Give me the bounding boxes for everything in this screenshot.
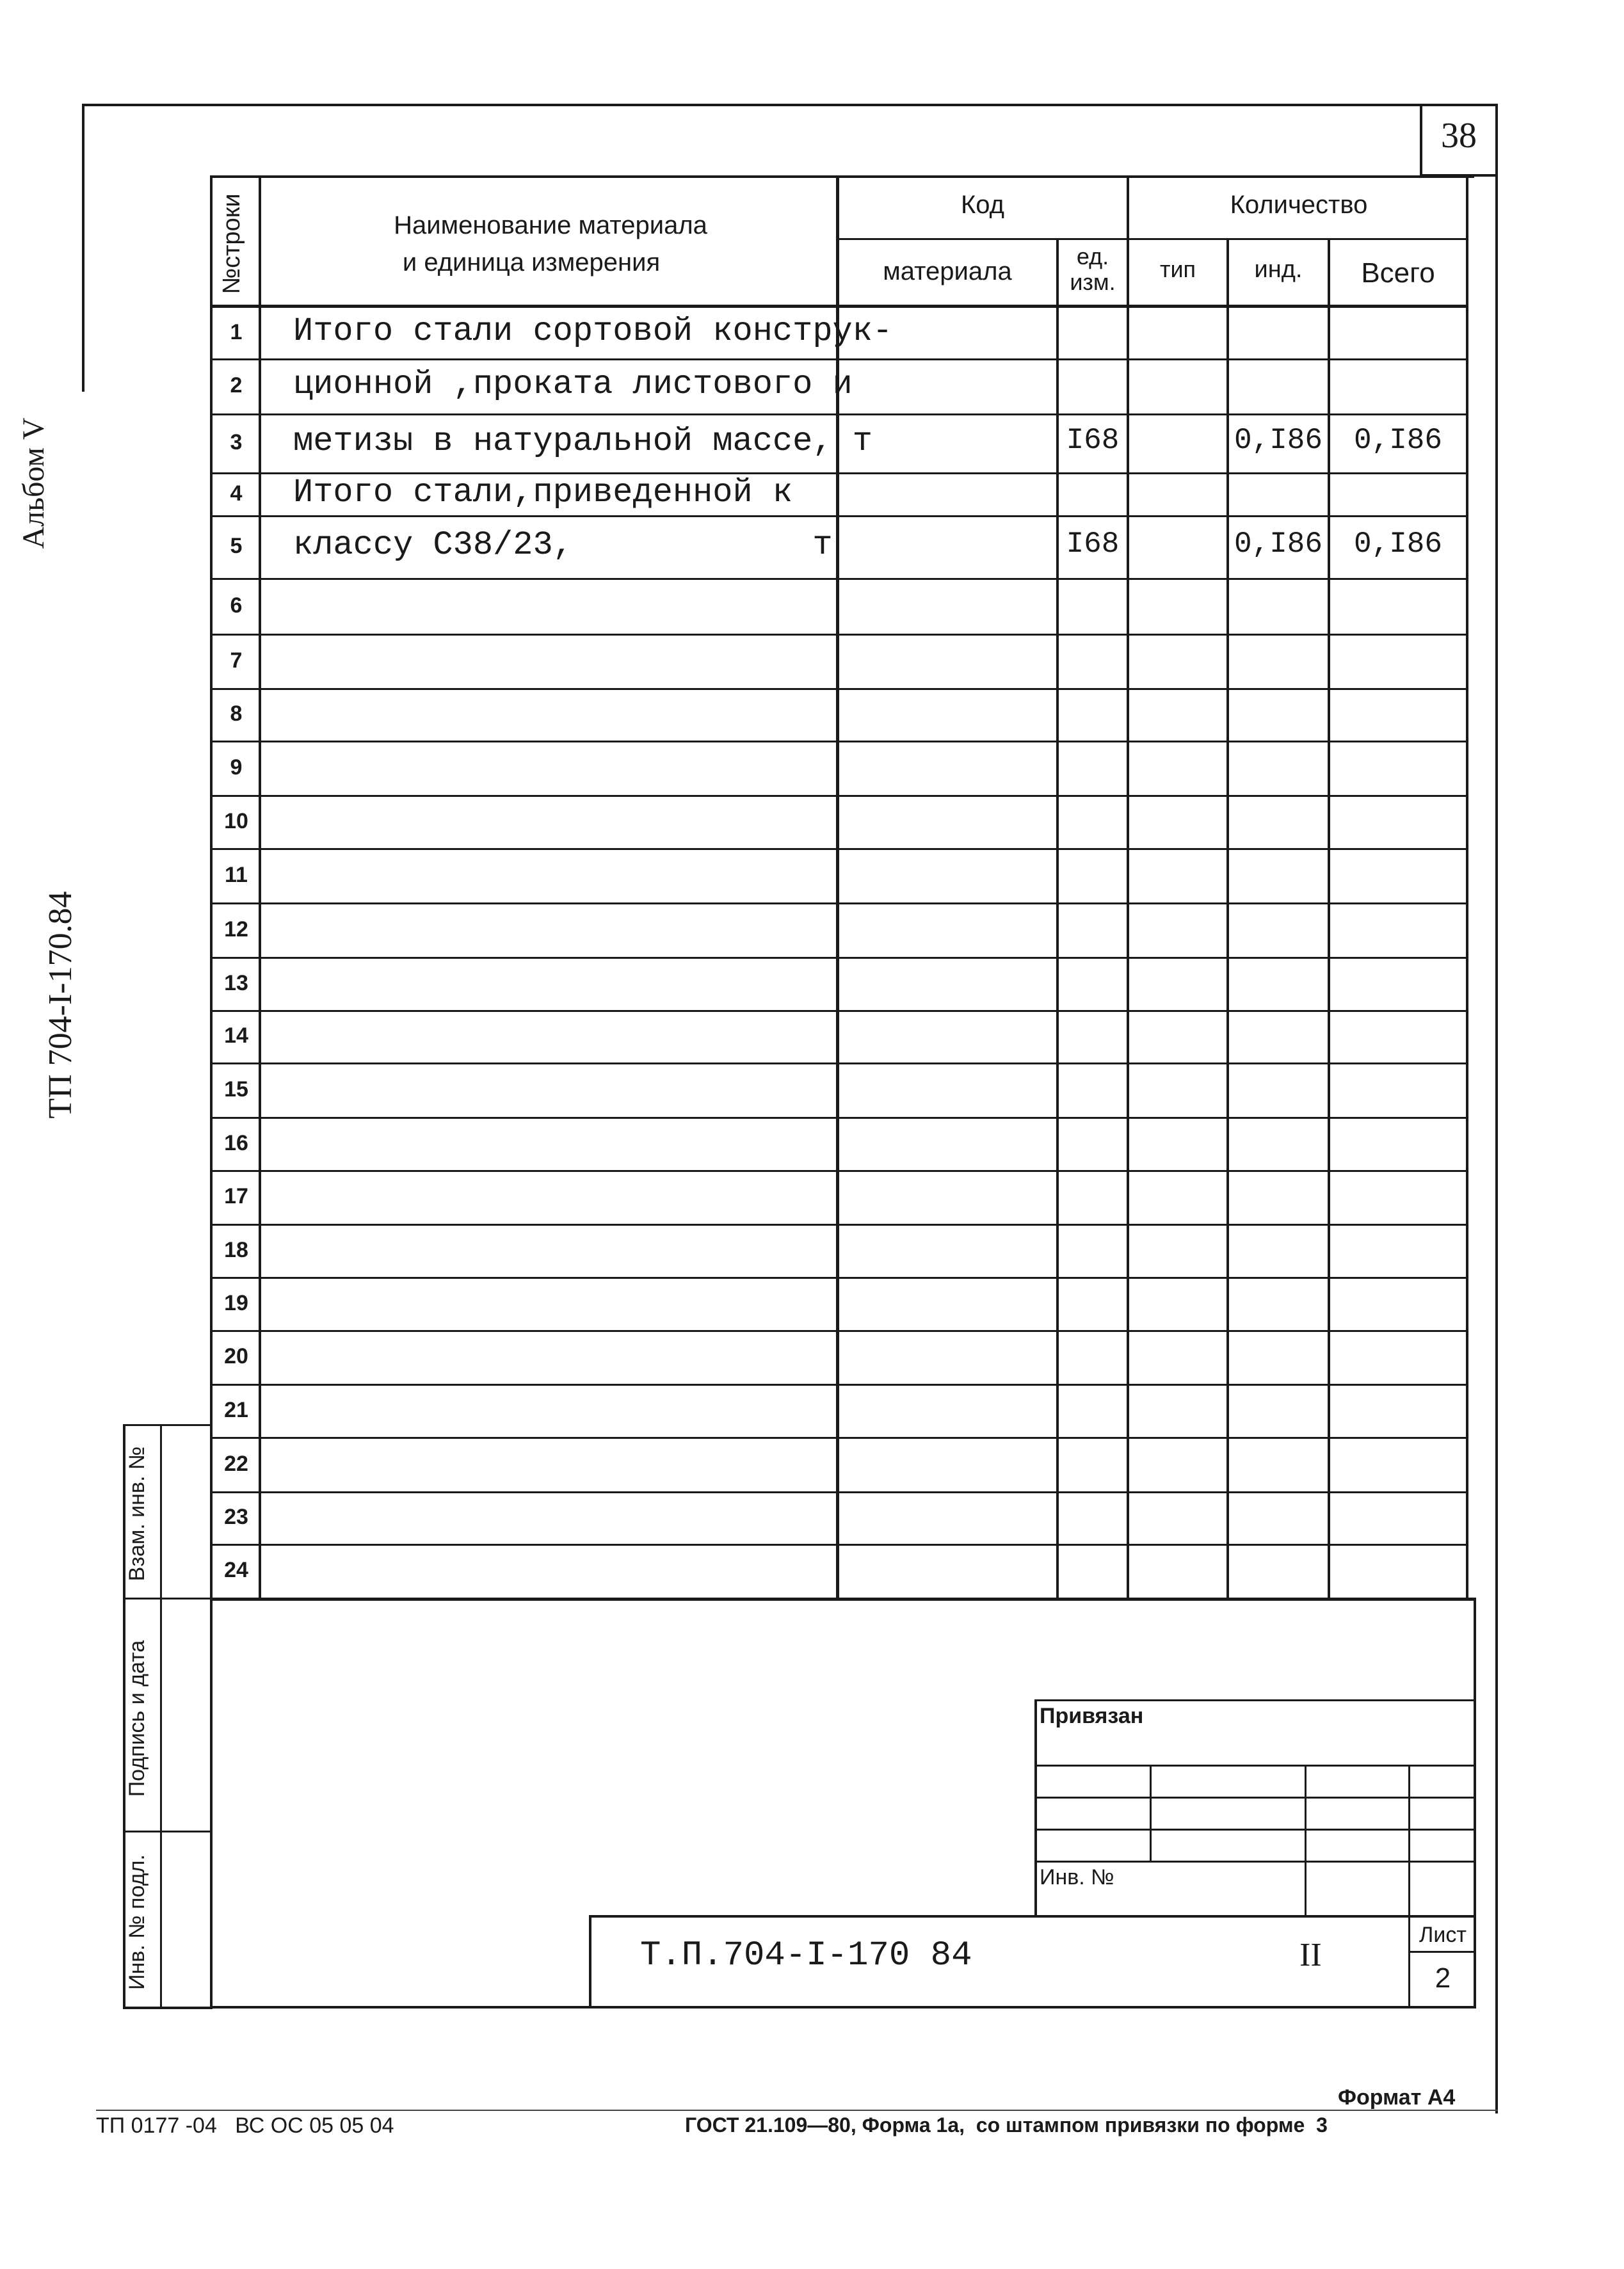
row-material-name: ционной ,проката листового и [293, 365, 853, 403]
document-code: Т.П.704-I-170 84 [640, 1936, 972, 1975]
binder-label-album: Альбом V [17, 417, 51, 549]
header-bottom [210, 305, 1468, 308]
footer-rule [96, 2110, 1498, 2111]
row-separator [210, 634, 1468, 636]
sheet-label: Лист [1419, 1923, 1467, 1947]
col-header-type: тип [1159, 256, 1196, 282]
side-stamp-div1 [123, 1598, 213, 1600]
row-separator [210, 795, 1468, 797]
row-separator [210, 1117, 1468, 1119]
side-stamp-div2 [123, 1831, 213, 1832]
side-stamp-inv-podl: Инв. № подл. [125, 1854, 149, 1990]
row-separator [210, 1170, 1468, 1172]
privyazan-v1 [1150, 1765, 1152, 1861]
row-number: 2 [230, 373, 243, 397]
side-stamp-vzam-inv: Взам. инв. № [125, 1446, 149, 1582]
col-header-material: материала [883, 257, 1012, 285]
row-material-name: Итого стали,приведенной к [293, 473, 793, 511]
table-right [1466, 175, 1468, 1600]
row-separator [210, 1437, 1468, 1439]
row-separator [210, 848, 1468, 850]
row-number: 19 [224, 1290, 248, 1315]
row-material-name: метизы в натуральной массе, т [293, 422, 872, 460]
row-number: 22 [224, 1451, 248, 1476]
row-number: 11 [225, 862, 248, 887]
row-separator [210, 1224, 1468, 1226]
row-number: 9 [230, 755, 243, 780]
row-number: 12 [224, 917, 248, 942]
row-separator [210, 578, 1468, 580]
frame-right [1495, 104, 1498, 2113]
row-number: 14 [224, 1023, 248, 1048]
title-bottom [210, 2006, 1476, 2008]
table-top [210, 175, 1474, 178]
row-separator [210, 1544, 1468, 1546]
privyazan-v2 [1305, 1765, 1306, 1917]
row-unit-code: I68 [1066, 527, 1120, 561]
row-quantity-ind: 0,I86 [1234, 527, 1323, 561]
row-separator [210, 1277, 1468, 1279]
row-separator [210, 902, 1468, 904]
row-separator [210, 1330, 1468, 1332]
col-line-unit [1127, 175, 1129, 1600]
title-top [589, 1915, 1476, 1918]
binder-label-project: ТП 704-I-170.84 [42, 891, 79, 1119]
col-header-name: Наименование материала [394, 211, 707, 239]
row-separator [210, 1384, 1468, 1386]
row-quantity-total: 0,I86 [1353, 424, 1443, 457]
row-separator [210, 688, 1468, 690]
table-bottom [210, 1598, 1474, 1601]
row-number: 20 [224, 1344, 248, 1368]
row-separator [210, 1491, 1468, 1493]
col-line-number [259, 175, 261, 1600]
row-separator [210, 741, 1468, 742]
row-number: 18 [224, 1237, 248, 1262]
row-separator [210, 358, 1468, 360]
row-number: 10 [224, 808, 248, 833]
format-label: Формат А4 [1338, 2085, 1456, 2110]
row-number: 13 [224, 970, 248, 995]
frame-top [82, 104, 1498, 106]
row-number: 15 [224, 1077, 248, 1102]
row-quantity-total: 0,I86 [1353, 527, 1443, 561]
col-header-total: Всего [1361, 257, 1435, 289]
col-header-unit-line2: изм. [1070, 269, 1116, 295]
privyazan-v3 [1408, 1765, 1410, 2008]
row-number: 6 [230, 593, 243, 618]
row-separator [210, 515, 1468, 517]
row-number: 16 [224, 1130, 248, 1155]
row-number: 1 [230, 320, 243, 344]
side-stamp-mid [160, 1424, 162, 2008]
table-left [210, 175, 213, 2009]
header-subdivider [836, 238, 1468, 240]
row-number: 21 [224, 1397, 248, 1422]
inv-no-label: Инв. № [1040, 1865, 1114, 1889]
side-stamp-signature-date: Подпись и дата [125, 1640, 149, 1797]
title-left [589, 1915, 591, 2008]
row-material-name: классу С38/23, т [293, 526, 833, 564]
group-header-quantity: Количество [1230, 191, 1368, 219]
footer-standard-note: ГОСТ 21.109—80, Форма 1а, со штампом привязки по форме 3 [685, 2113, 1328, 2137]
row-unit-code: I68 [1066, 424, 1120, 457]
col-header-name-line2: и единица измерения [402, 248, 661, 277]
footer-left-code: ТП 0177 -04 ВС ОС 05 05 04 [96, 2113, 394, 2138]
row-separator [210, 1010, 1468, 1012]
row-number: 24 [224, 1558, 248, 1582]
col-header-ind: инд. [1254, 256, 1303, 283]
roman-part: II [1299, 1937, 1322, 1973]
sheet-divider [1408, 1951, 1476, 1953]
row-number: 23 [224, 1505, 248, 1529]
row-number: 17 [224, 1184, 248, 1208]
row-number: 5 [230, 534, 243, 558]
row-number: 4 [230, 481, 243, 506]
row-separator [210, 1062, 1468, 1064]
row-material-name: Итого стали сортовой конструк- [293, 312, 893, 350]
side-stamp-top [123, 1424, 213, 1426]
privyazan-top [1034, 1699, 1476, 1701]
row-number: 7 [230, 648, 243, 673]
row-separator [210, 413, 1468, 415]
col-header-row-number: №строки [218, 193, 245, 294]
sheet-number: 2 [1435, 1962, 1451, 1994]
row-separator [210, 957, 1468, 959]
privyazan-left [1034, 1699, 1037, 1917]
privyazan-label: Привязан [1040, 1704, 1144, 1728]
sheet-corner-number: 38 [1441, 116, 1477, 156]
row-quantity-ind: 0,I86 [1234, 424, 1323, 457]
row-number: 8 [230, 702, 243, 726]
col-header-unit: ед. [1076, 243, 1109, 269]
corner-box-left [1420, 104, 1422, 175]
group-header-code: Код [960, 191, 1004, 219]
row-number: 3 [230, 430, 243, 454]
frame-left [82, 104, 84, 392]
